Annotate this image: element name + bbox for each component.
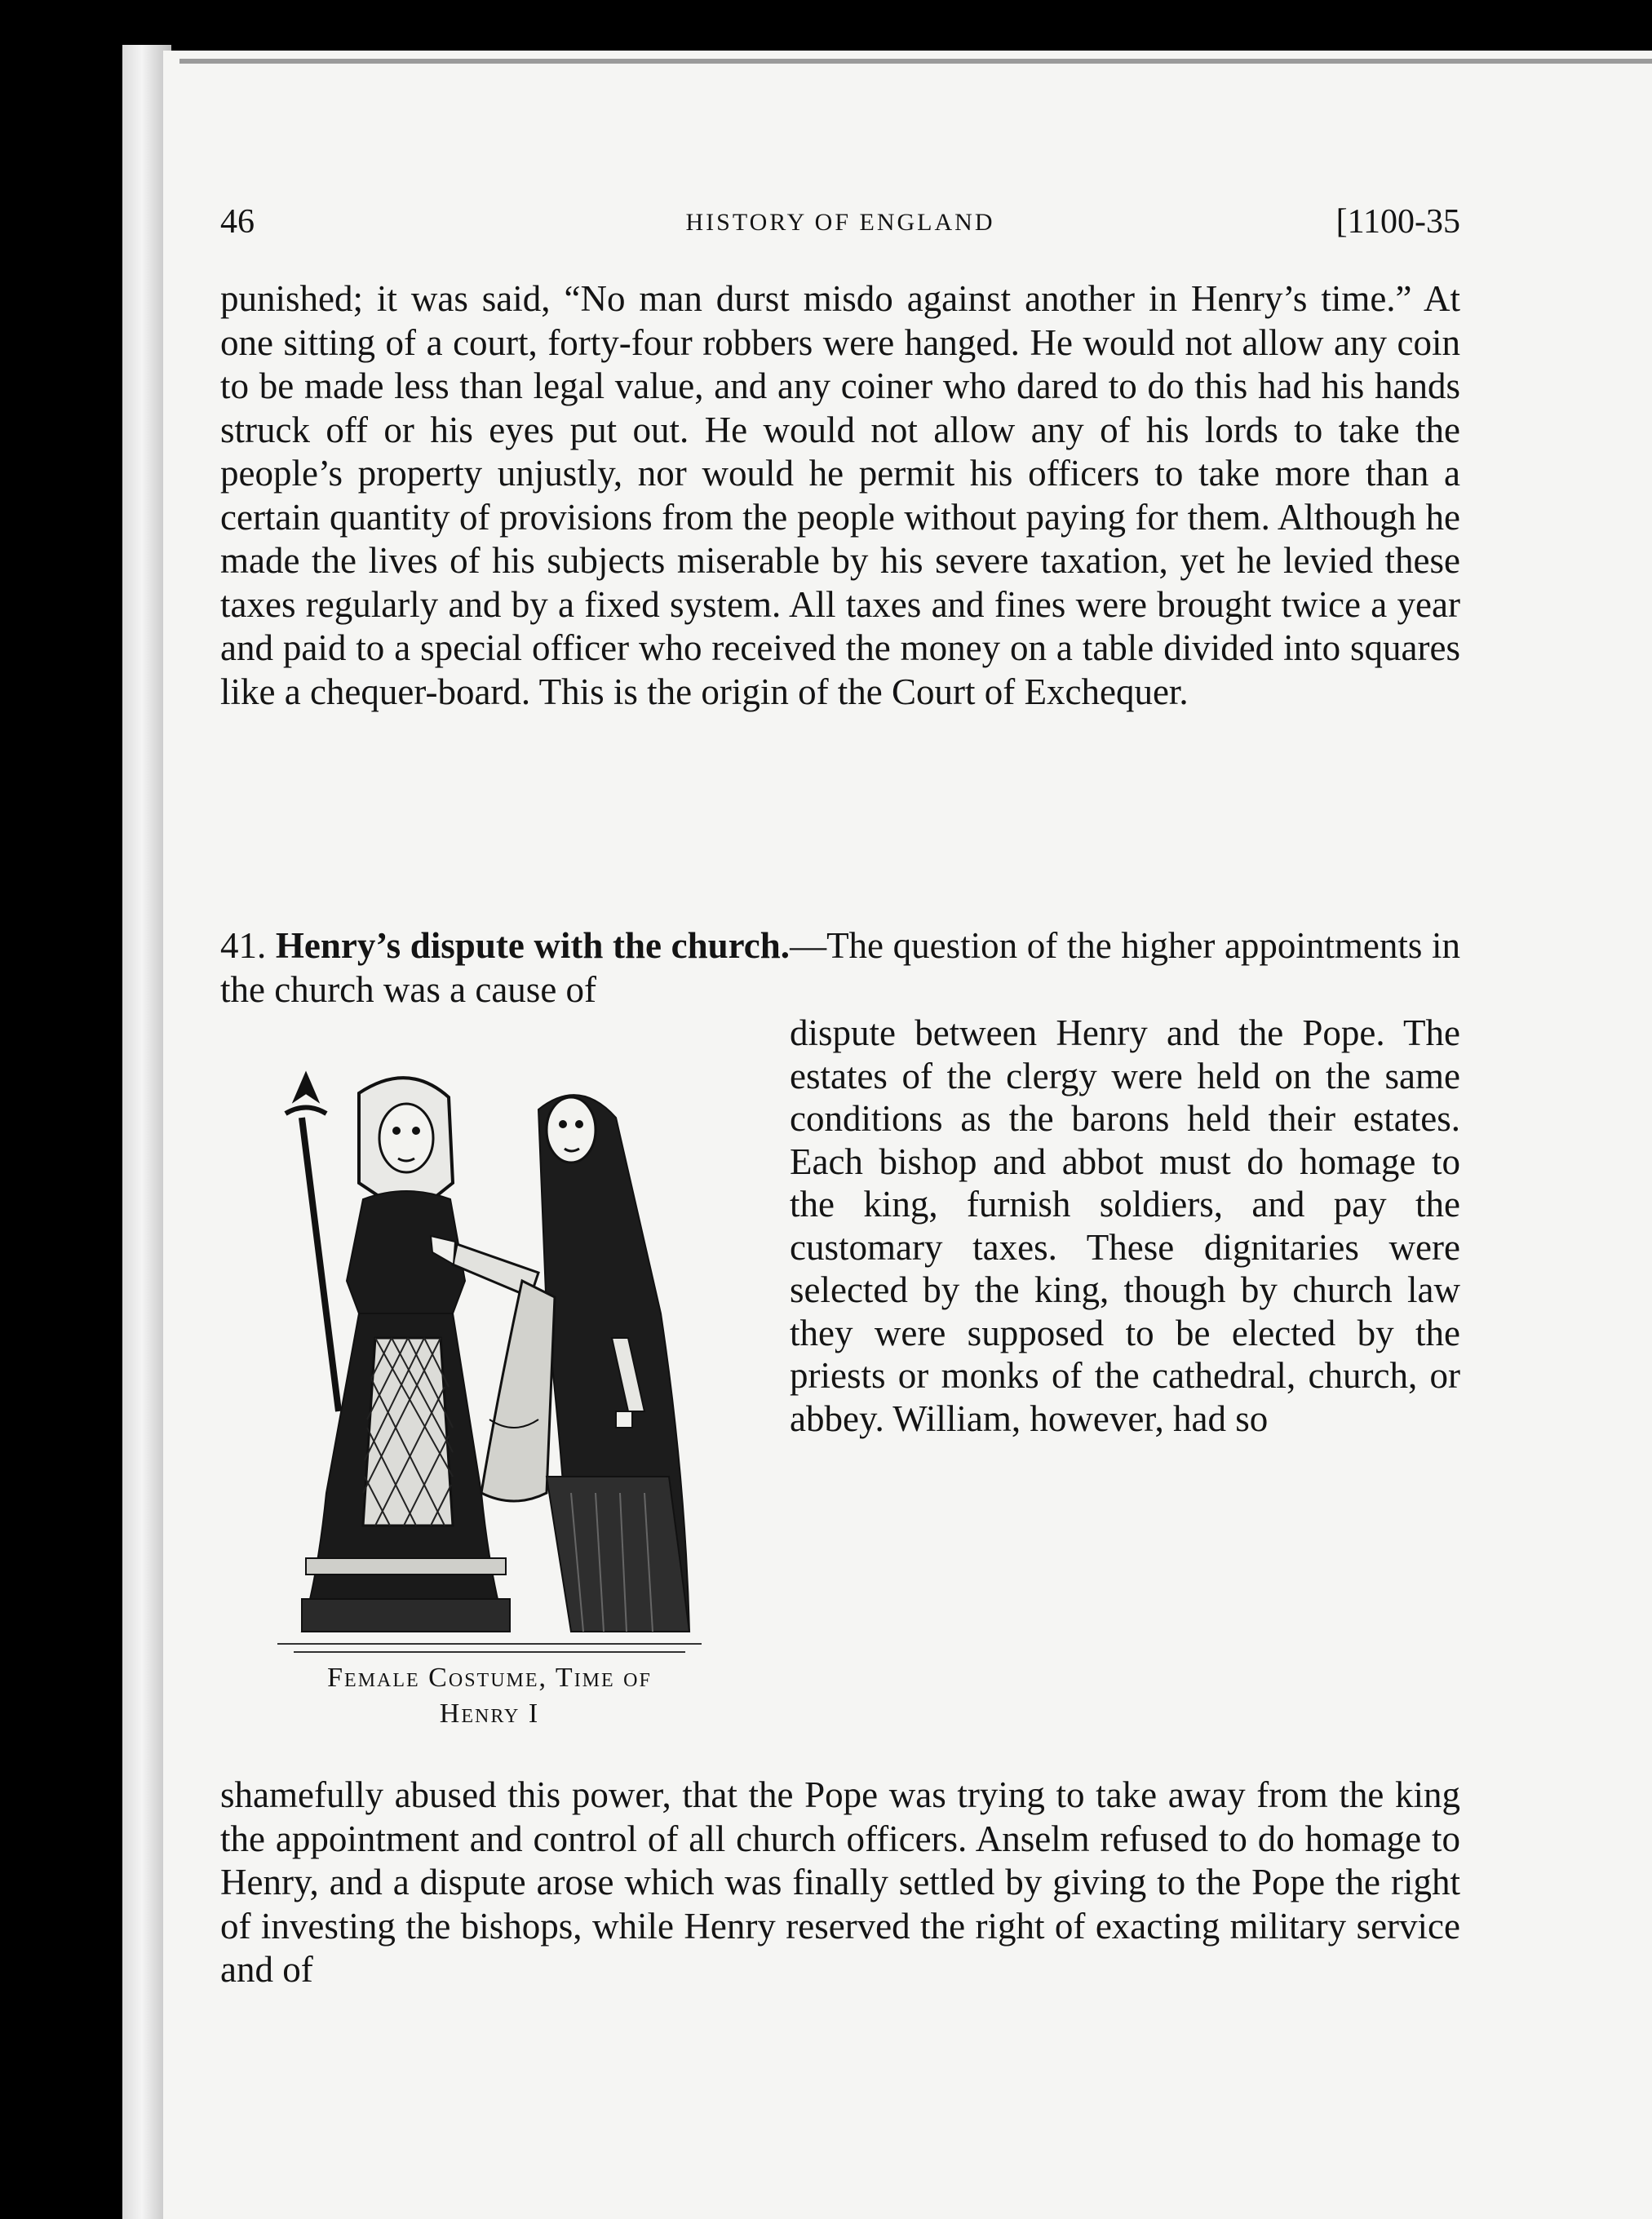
wrapped-paragraph: dispute between Henry and the Pope. The estates of the clergy were held on the same conditions as the barons held their estates. Each bishop and abbot must do homage to the king, furnish soldiers, and pay the customary taxes. These dignitaries were selected by the king, though by church law they were supposed to be elected by the priests or monks of the cathedral, church, or abbey. William, however, had so	[790, 1012, 1460, 1439]
figure-caption	[220, 1660, 759, 1732]
section-title: Henry’s dispute with the church.	[275, 925, 791, 966]
illustration-engraving	[245, 1069, 726, 1664]
running-title: HISTORY OF ENGLAND	[685, 209, 995, 236]
costume-illustration	[245, 1069, 726, 1664]
section-number: 41.	[220, 925, 267, 966]
page-top-edge	[179, 59, 1652, 64]
paragraph-1: punished; it was said, “No man durst misdo against another in Henry’s time.” At one sitting of a court, forty-four robbers were hanged. He would not allow any coin to be made less than legal value, and any coiner who dared to do this had his hands struck off or his eyes put out. He would not allow any of his lords to take the people’s property unjustly, nor would he permit his officers to take more than a certain quantity of provisions from the people without paying for them. Although he made the lives of his subjects miserable by his severe taxation, yet he levied these taxes regularly and by a fixed system. All taxes and fines were brought twice a year and paid to a special officer who received the money on a table divided into squares like a chequer-board. This is the origin of the Court of Exchequer.	[220, 278, 1460, 712]
section-41-intro	[220, 924, 1460, 1012]
left-figure	[286, 1073, 510, 1632]
page-header	[220, 202, 1460, 259]
caption-line-2: Henry I	[439, 1699, 540, 1729]
page-number: 46	[220, 203, 255, 241]
paragraph-3: shamefully abused this power, that the Pope was trying to take away from the king the appointment and control of all church officers. Anselm refused to do homage to Henry, and a dispute arose which was finally settled by giving to the Pope the right of investing the bishops, while Henry reserved the right of exacting military service and of	[220, 1774, 1460, 1990]
caption-line-1: Female Costume, Time of	[327, 1663, 652, 1693]
section-intro-text: —The question of the higher appointments in the church was a cause of	[220, 925, 1461, 1010]
date-range: [1100-35	[1335, 203, 1460, 241]
